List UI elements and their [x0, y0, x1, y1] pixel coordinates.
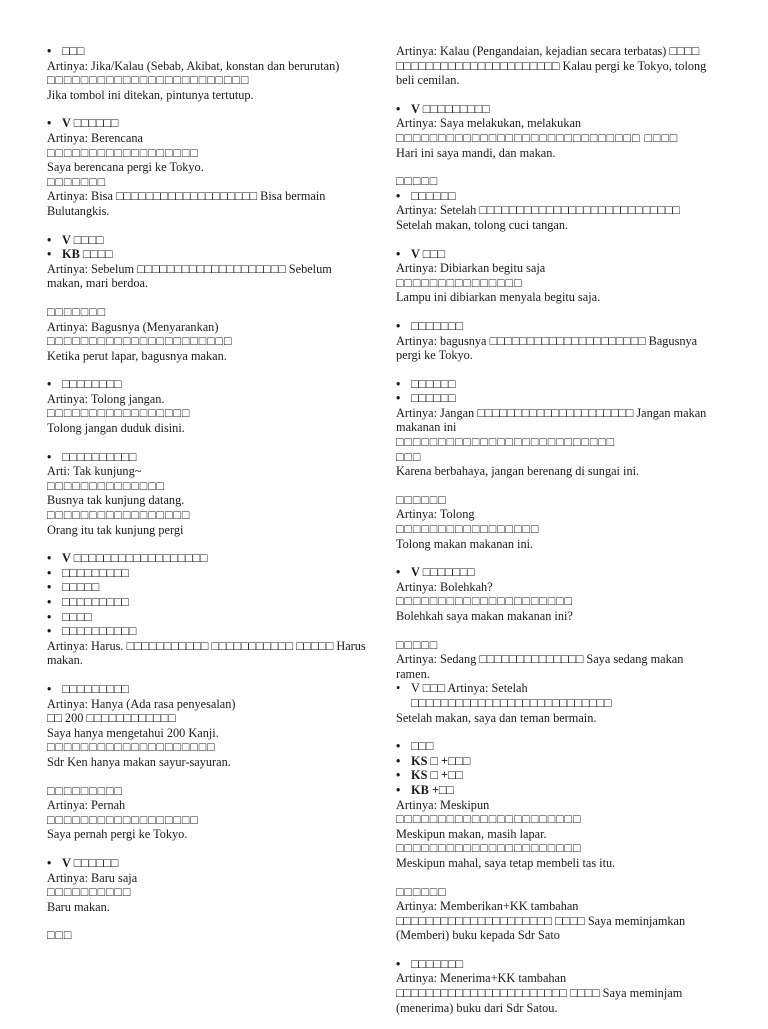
meaning-line: Artinya: Bisa □□□□□□□□□□□□□□□□□□□ Bisa bermain Bulutangkis. — [47, 189, 326, 218]
text-line: Busnya tak kunjung datang. — [47, 493, 185, 508]
japanese-text-line: □□□□□□ — [396, 492, 447, 507]
meaning-line: Artinya: Harus. □□□□□□□□□□□ □□□□□□□□□□□ □□□□□ Harus makan. — [47, 638, 366, 668]
bullet-item: • □□□□□ — [47, 580, 369, 595]
bullet-item: • □□□□□□□□□□ — [47, 450, 369, 465]
bullet-item: • V □□□□□□□□□ — [396, 102, 718, 117]
meaning-line: Artinya: Sedang □□□□□□□□□□□□□□ Saya sedang makan ramen. — [396, 652, 684, 681]
meaning-line: Artinya: Berencana — [47, 130, 143, 145]
japanese-text-line: □□□□□□□□□□□□□□□□□ — [396, 522, 540, 537]
japanese-text-line: □□□□□□□□□□□□□□□□□□□□ — [47, 740, 216, 755]
bullet-item: • □□□□ — [47, 610, 369, 625]
bullet-item: • □□□□□□□□□ — [47, 595, 369, 610]
japanese-text-line: □□□□□□□□□□□□□□□□□□□□□□□□□□□□□ □□□□ — [396, 130, 679, 145]
japanese-text-line: □□□□□□□□□□□□□□□□□□□□□□ — [396, 812, 582, 827]
japanese-text-line: □□□□□□ — [396, 884, 447, 899]
meaning-line: Artinya: Dibiarkan begitu saja — [396, 261, 546, 276]
left-entry — [47, 44, 369, 102]
meaning-line: Artinya: Setelah □□□□□□□□□□□□□□□□□□□□□□□□□□□ Setelah makan, tolong cuci tangan. — [396, 203, 680, 232]
right-entry — [396, 377, 718, 479]
left-column — [47, 44, 369, 957]
japanese-text-line: □□□□□□□□□□□□□□□□□ — [47, 406, 191, 421]
bullet-item: • □□□□□□ — [396, 391, 718, 406]
text-line: Lampu ini dibiarkan menyala begitu saja. — [396, 290, 601, 305]
bullet-item: • V □□□□□□ — [47, 856, 369, 871]
meaning-line: Artinya: Bolehkah? — [396, 579, 493, 594]
text-line: Sdr Ken hanya makan sayur-sayuran. — [47, 754, 231, 769]
left-entry — [47, 928, 369, 943]
text-line: Saya pernah pergi ke Tokyo. — [47, 827, 188, 842]
bullet-item: • V □□□□□□□ — [396, 565, 718, 580]
right-entry — [396, 957, 718, 1015]
meaning-line: Artinya: Tolong — [396, 507, 475, 522]
bullet-item: • □□□□□□□ — [396, 319, 718, 334]
japanese-text-line: □□□□□□□□□□□□□□□□□□ — [47, 812, 199, 827]
left-entry — [47, 551, 369, 668]
japanese-text-line: □□□□□□□□□□□□□□□□□□□□□□□□□□ — [396, 435, 616, 450]
left-entry — [47, 377, 369, 435]
left-entry — [47, 233, 369, 291]
meaning-line: Artinya: Bagusnya (Menyarankan) — [47, 319, 219, 334]
bullet-item: • KS □ +□□ — [396, 768, 718, 783]
japanese-text-line: □□□□□ — [396, 637, 439, 652]
japanese-text-line: □□□□□ — [396, 174, 439, 189]
right-entry — [396, 247, 718, 305]
meaning-line: Artinya: Kalau (Pengandaian, kejadian secara terbatas) □□□□ □□□□□□□□□□□□□□□□□□□□□□ Kalau pergi ke Tokyo, tolong beli cemilan. — [396, 44, 707, 88]
right-entry — [396, 102, 718, 160]
bullet-item: • □□□□□□ — [396, 189, 718, 204]
bullet-item: • V □□□□□□□□□□□□□□□□□□ — [47, 551, 369, 566]
right-entry — [396, 739, 718, 870]
right-entry — [396, 319, 718, 363]
meaning-line: Artinya: Jika/Kalau (Sebab, Akibat, konstan dan berurutan) — [47, 58, 340, 73]
meaning-line: Artinya: Baru saja — [47, 870, 138, 885]
left-entry — [47, 305, 369, 363]
text-line: Tolong jangan duduk disini. — [47, 421, 185, 436]
bullet-item: • KS □ +□□□ — [396, 754, 718, 769]
left-entry — [47, 450, 369, 538]
text-line: □□ 200 □□□□□□□□□□□□ — [47, 711, 176, 726]
meaning-line: Artinya: Pernah — [47, 798, 126, 813]
right-entry — [396, 493, 718, 551]
left-entry — [47, 116, 369, 218]
bullet-item: • □□□□□□□ — [396, 957, 718, 972]
bullet-item: • □□□ — [47, 44, 369, 59]
text-line: Bolehkah saya makan makanan ini? — [396, 609, 573, 623]
japanese-text-line: □□□□□□□□□□□□□□□□□□□□□□ — [47, 334, 233, 349]
meaning-line: Artinya: Menerima+KK tambahan □□□□□□□□□□□□□□□□□□□□□□□ □□□□ Saya meminjam (menerima) buku dari Sdr Satou. — [396, 971, 683, 1015]
bullet-item: • V □□□□□□ — [47, 116, 369, 131]
bullet-item: • □□□□□□□□□ — [47, 566, 369, 581]
left-entry — [47, 784, 369, 842]
meaning-line: Artinya: Tolong jangan. — [47, 391, 165, 406]
meaning-line: Arti: Tak kunjung~ — [47, 464, 142, 479]
right-entry — [396, 638, 718, 726]
right-column — [396, 44, 718, 1029]
bullet-item: • V □□□ Artinya: Setelah □□□□□□□□□□□□□□□□□□□□□□□□□□□ — [396, 681, 718, 710]
right-entry — [396, 44, 718, 88]
left-entry — [47, 682, 369, 770]
japanese-text-line: □□□□□□□□□□ — [47, 885, 132, 900]
bullet-item: • □□□ — [396, 739, 718, 754]
text-line: Hari ini saya mandi, dan makan. — [396, 145, 556, 160]
japanese-text-line: □□□□□□□□□□□□□□□□□ — [47, 508, 191, 523]
text-line: Meskipun makan, masih lapar. — [396, 826, 547, 841]
text-line: Tolong makan makanan ini. — [396, 536, 534, 551]
bullet-item: • □□□□□□ — [396, 377, 718, 392]
text-line: Saya berencana pergi ke Tokyo. — [47, 160, 204, 175]
text-line: Baru makan. — [47, 899, 110, 914]
japanese-text-line: □□□□□□□□□□□□□□□□□□ — [47, 145, 199, 160]
meaning-line: Artinya: bagusnya □□□□□□□□□□□□□□□□□□□□□ Bagusnya pergi ke Tokyo. — [396, 333, 698, 363]
japanese-text-line: □□□□□□□□□□□□□□□□□□□□□□□□ — [47, 73, 250, 88]
meaning-line: Artinya: Sebelum □□□□□□□□□□□□□□□□□□□□ Sebelum makan, mari berdoa. — [47, 261, 332, 291]
text-line: Saya hanya mengetahui 200 Kanji. — [47, 725, 219, 740]
japanese-text-line: □□□□□□□□□□□□□□ — [47, 478, 165, 493]
japanese-text-line: □□□□□□□ — [47, 304, 106, 319]
meaning-line: Artinya: Saya melakukan, melakukan — [396, 116, 582, 131]
text-line: Orang itu tak kunjung pergi — [47, 522, 184, 537]
text-line: Setelah makan, saya dan teman bermain. — [396, 710, 597, 725]
bullet-item: • KB □□□□ — [47, 247, 369, 262]
bullet-item: • KB +□□ — [396, 783, 718, 798]
right-entry — [396, 565, 718, 623]
bullet-item: • □□□□□□□□ — [47, 377, 369, 392]
text-line: Jika tombol ini ditekan, pintunya tertutup. — [47, 87, 254, 102]
text-line: Meskipun mahal, saya tetap membeli tas itu. — [396, 855, 616, 870]
japanese-text-line: □□□□□□□□□□□□□□□□□□□□□ — [396, 594, 573, 609]
text-line: Ketika perut lapar, bagusnya makan. — [47, 348, 227, 363]
japanese-text-line: □□□□□□□□□□□□□□□□□□□□□□ — [396, 841, 582, 856]
meaning-line: Artinya: Hanya (Ada rasa penyesalan) — [47, 696, 236, 711]
left-entry — [47, 856, 369, 914]
right-entry — [396, 174, 718, 232]
meaning-line: Artinya: Meskipun — [396, 797, 490, 812]
bullet-item: • V □□□ — [396, 247, 718, 262]
japanese-text-line: □□□□□□□ — [47, 174, 106, 189]
bullet-item: • □□□□□□□□□□ — [47, 624, 369, 639]
japanese-text-line: □□□ — [396, 449, 422, 464]
meaning-line: Artinya: Memberikan+KK tambahan □□□□□□□□□□□□□□□□□□□□□ □□□□ Saya meminjamkan (Memberi) buku kepada Sdr Sato — [396, 899, 686, 943]
right-entry — [396, 885, 718, 943]
japanese-text-line: □□□□□□□□□□□□□□□ — [396, 275, 523, 290]
bullet-item: • □□□□□□□□□ — [47, 682, 369, 697]
japanese-text-line: □□□□□□□□□ — [47, 783, 123, 798]
bullet-item: • V □□□□ — [47, 233, 369, 248]
text-line: Karena berbahaya, jangan berenang di sungai ini. — [396, 464, 640, 479]
japanese-text-line: □□□ — [47, 928, 73, 943]
meaning-line: Artinya: Jangan □□□□□□□□□□□□□□□□□□□□□ Jangan makan makanan ini — [396, 405, 707, 435]
